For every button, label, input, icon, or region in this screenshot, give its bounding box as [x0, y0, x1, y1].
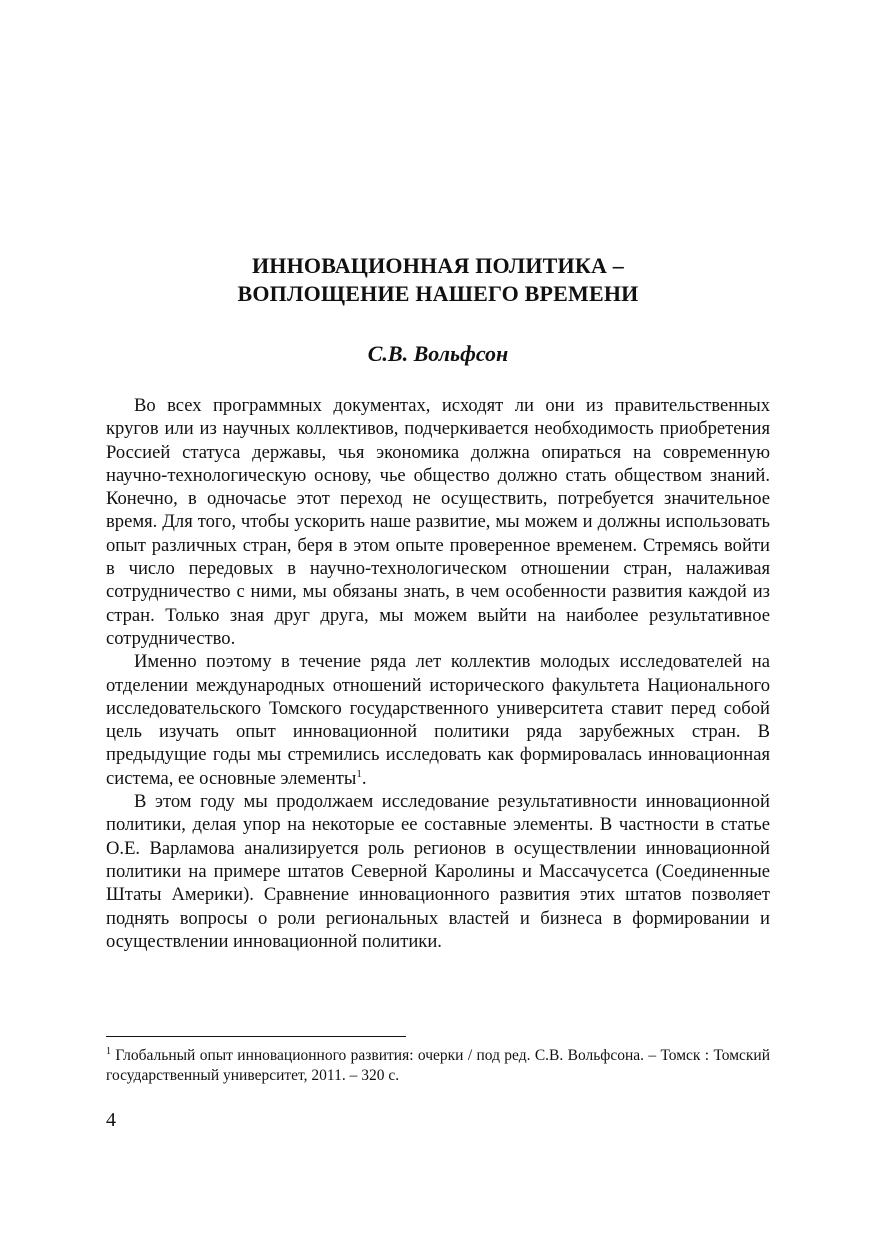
footnote-reference[interactable]: 1 [356, 767, 362, 780]
footnote-divider [106, 1036, 406, 1037]
paragraph-2 [106, 650, 770, 790]
footnote-text: Глобальный опыт инновационного развития: очерки / под ред. С.В. Вольфсона. – Томск : Томский государственный университет, 2011. – 320 с. [106, 1047, 771, 1084]
paragraph-3-text: В этом году мы продолжаем исследование результативности инновационной политики, делая упор на некоторые ее составные элементы. В частности в статье О.Е. Варламова анализируется роль регионов в осуществлении инновационной политики на примере штатов Северной Каролины и Массачусетса (Соединенные Штаты Америки). Сравнение инновационного развития этих штатов позволяет поднять вопросы о роли региональных властей и бизнеса в формировании и осуществлении инновационной политики. [106, 791, 770, 952]
article-body [106, 394, 770, 953]
paragraph-2-tail: . [361, 767, 367, 789]
paragraph-2-text: Именно поэтому в течение ряда лет коллектив молодых исследователей на отделении международных отношений исторического факультета Национального исследовательского Томского государственного университета ставит перед собой цель изучать опыт инновационной политики ряда зарубежных стран. В предыдущие годы мы стремились исследовать как формировалась инновационная система, ее основные элементы [106, 651, 770, 789]
article-author: С.В. Вольфсон [367, 341, 509, 366]
footnote [106, 1046, 770, 1086]
paragraph-1-text: Во всех программных документах, исходят ли они из правительственных кругов или из научных коллективов, подчеркивается необходимость приобретения Россией статуса державы, чья экономика должна опираться на современную научно-технологическую основу, чье общество должно стать обществом знаний. Конечно, в одночасье этот переход не осуществить, потребуется значительное время. Для того, чтобы ускорить наше развитие, мы можем и должны использовать опыт различных стран, беря в этом опыте проверенное временем. Стремясь войти в число передовых в научно-технологическом отношении стран, налаживая сотрудничество с ними, мы обязаны знать, в чем особенности развития каждой из стран. Только зная друг друга, мы можем выйти на наиболее результативное сотрудничество. [106, 395, 770, 649]
paragraph-3 [106, 790, 770, 953]
article-title-line-2: ВОПЛОЩЕНИЕ НАШЕГО ВРЕМЕНИ [237, 281, 639, 306]
page-number: 4 [106, 1109, 116, 1131]
article-title-line-1: ИННОВАЦИОННАЯ ПОЛИТИКА – [251, 253, 625, 278]
paragraph-1 [106, 394, 770, 650]
footnote-marker: 1 [106, 1046, 111, 1057]
article-title [106, 252, 770, 308]
